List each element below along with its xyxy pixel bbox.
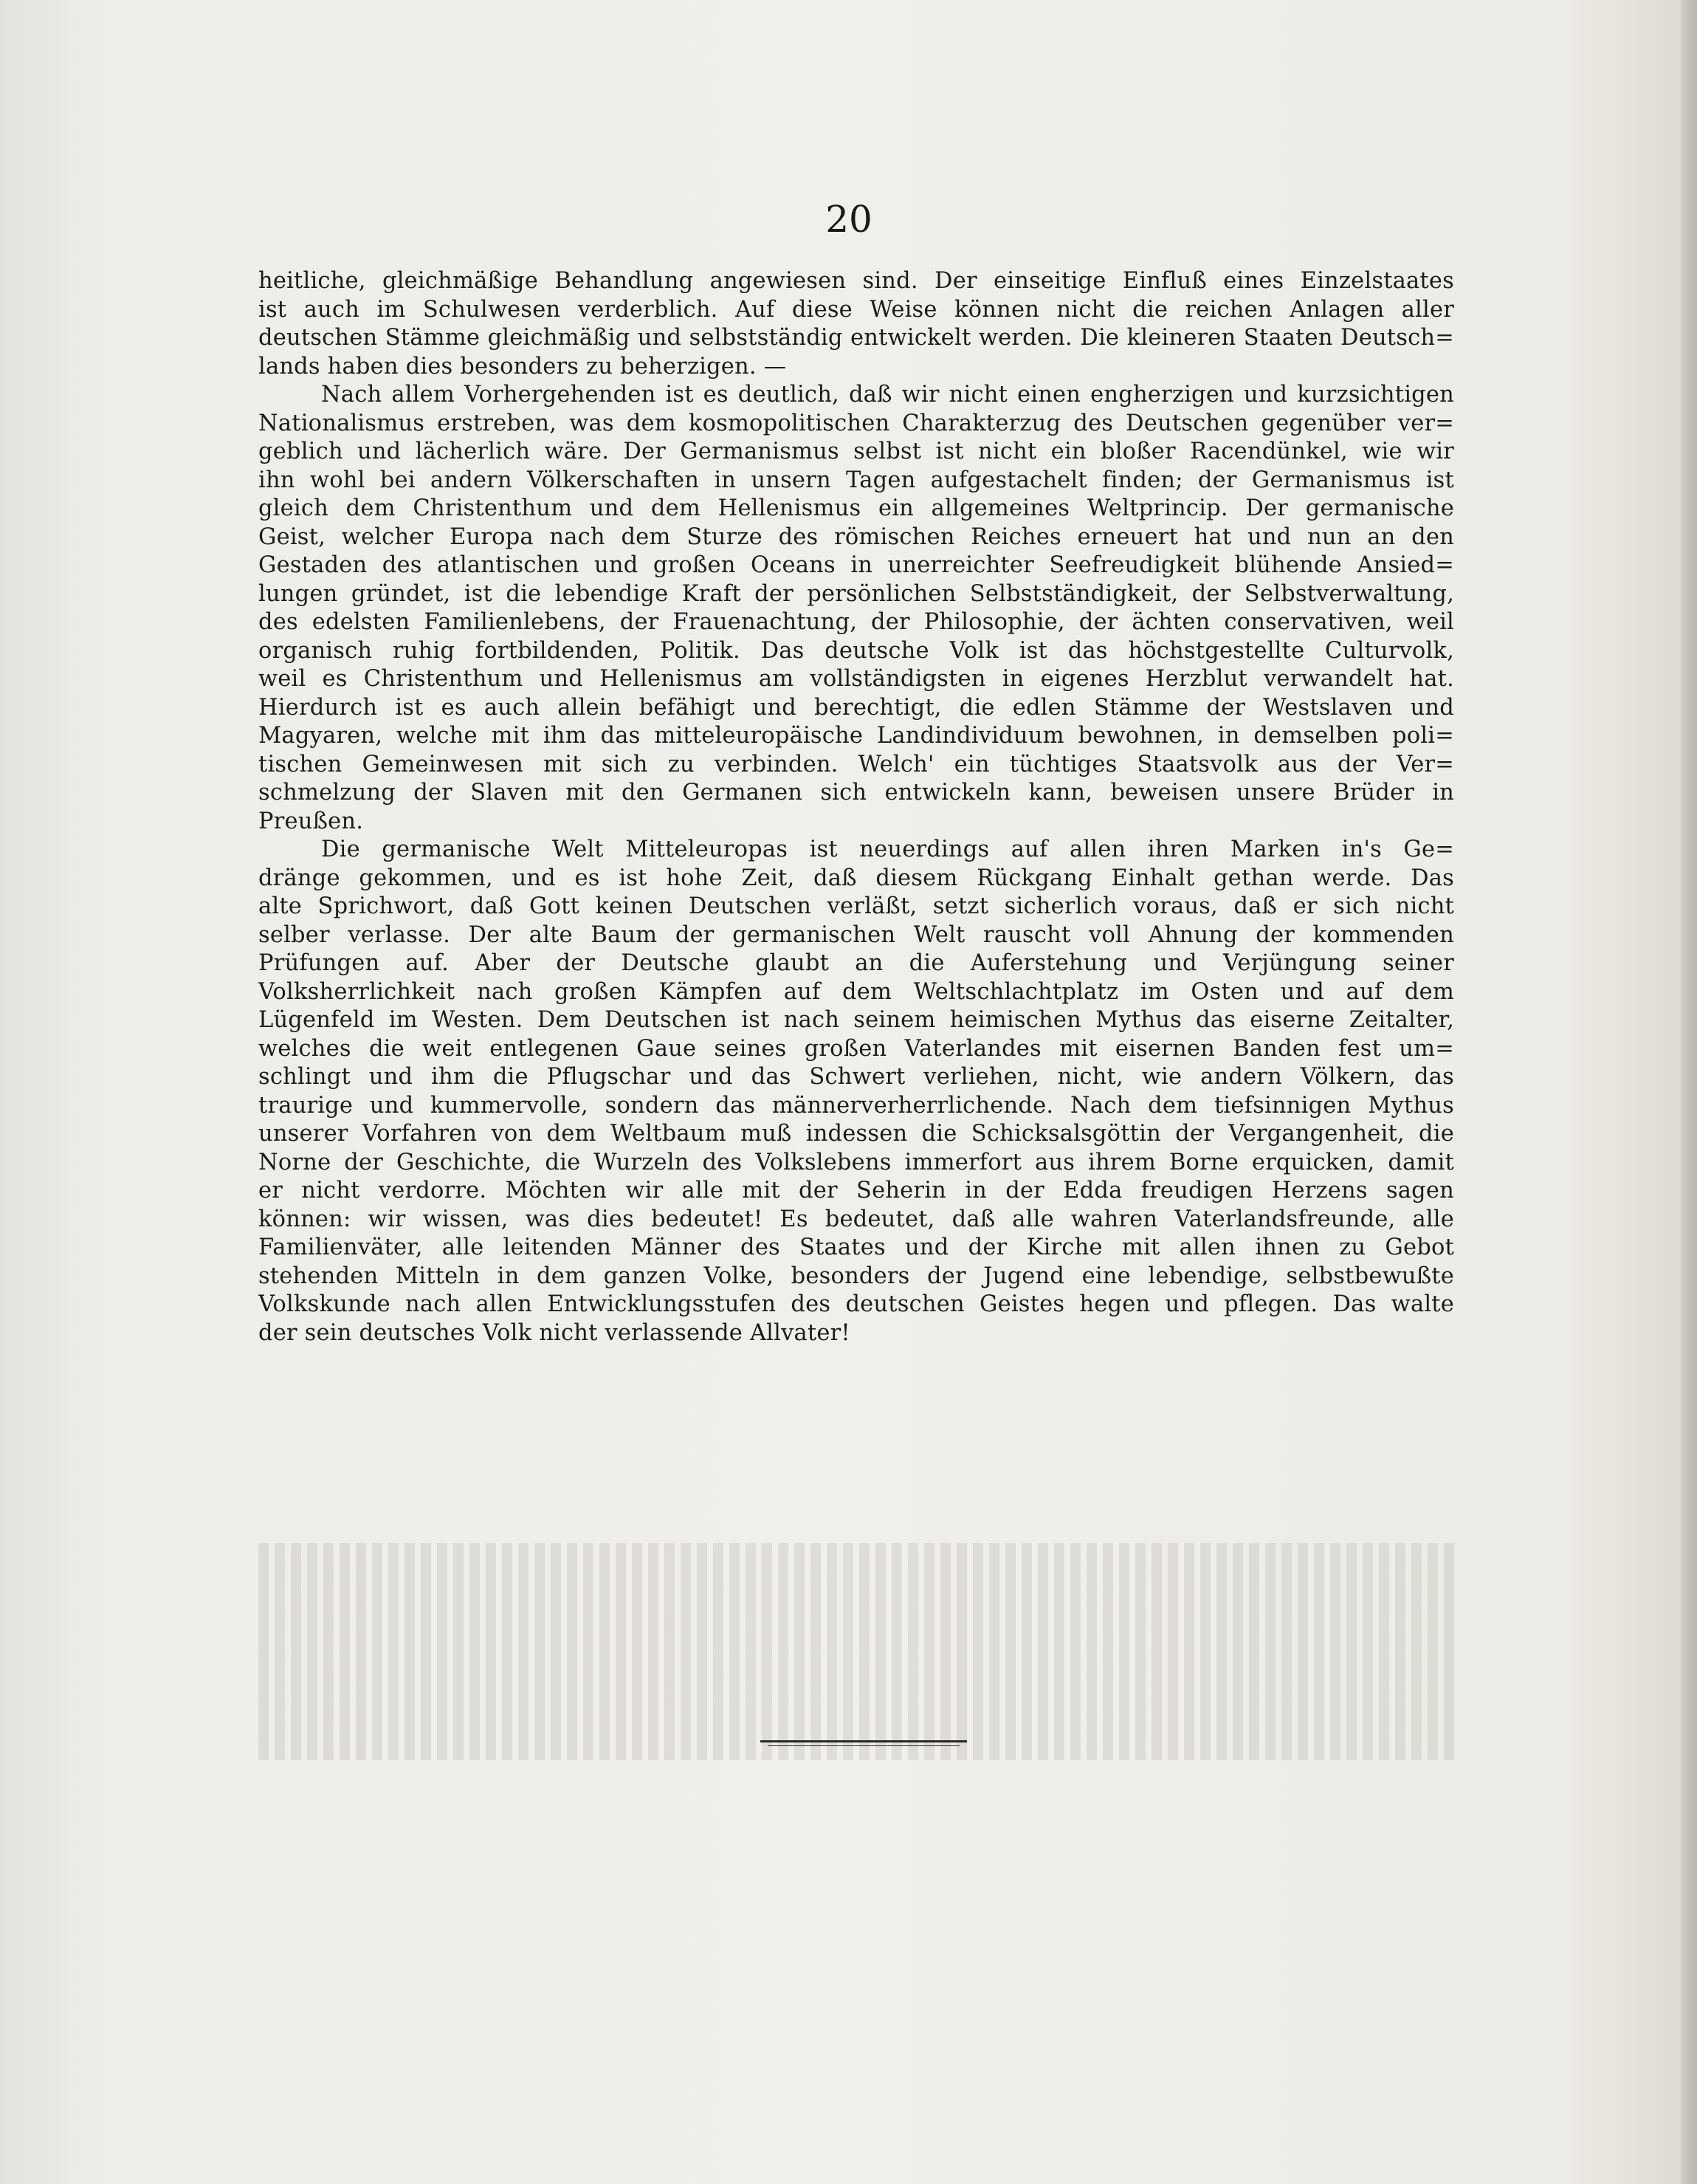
text-line: Geist, welcher Europa nach dem Sturze des römischen Reiches erneuert hat und nun an den xyxy=(258,523,1454,550)
text-line: Gestaden des atlantischen und großen Oceans in unerreichter Seefreudigkeit blühende Ansied= xyxy=(258,552,1454,578)
page-number: 20 xyxy=(825,198,872,241)
paragraph-start-line: Nach allem Vorhergehenden ist es deutlich, daß wir nicht einen engherzigen und kurzsichtigen xyxy=(321,382,1454,408)
text-line: selber verlasse. Der alte Baum der germanischen Welt rauscht voll Ahnung der kommenden xyxy=(258,921,1454,948)
text-line: ihn wohl bei andern Völkerschaften in unsern Tagen aufgestachelt finden; der Germanismus ist xyxy=(258,467,1454,493)
text-line: alte Sprichwort, daß Gott keinen Deutschen verläßt, setzt sicherlich voraus, daß er sich nicht xyxy=(258,893,1454,919)
text-line: Norne der Geschichte, die Wurzeln des Volkslebens immerfort aus ihrem Borne erquicken, damit xyxy=(258,1149,1454,1175)
text-line: ist auch im Schulwesen verderblich. Auf diese Weise können nicht die reichen Anlagen aller xyxy=(258,296,1454,323)
text-line: Prüfungen auf. Aber der Deutsche glaubt an die Auferstehung und Verjüngung seiner xyxy=(258,950,1454,976)
section-divider xyxy=(760,1740,967,1742)
text-line: Magyaren, welche mit ihm das mitteleuropäische Landindividuum bewohnen, in demselben poli= xyxy=(258,723,1454,749)
text-line: welches die weit entlegenen Gaue seines großen Vaterlandes mit eisernen Banden fest um= xyxy=(258,1035,1454,1062)
text-line: Lügenfeld im Westen. Dem Deutschen ist nach seinem heimischen Mythus das eiserne Zeitalter, xyxy=(258,1007,1454,1033)
text-line: Volksherrlichkeit nach großen Kämpfen auf dem Weltschlachtplatz im Osten und auf dem xyxy=(258,978,1454,1005)
text-line: der sein deutsches Volk nicht verlassende Allvater! xyxy=(258,1319,850,1346)
text-line: weil es Christenthum und Hellenismus am vollständigsten in eigenes Herzblut verwandelt hat. xyxy=(258,666,1454,692)
text-line: Volkskunde nach allen Entwicklungsstufen des deutschen Geistes hegen und pflegen. Das walte xyxy=(258,1291,1454,1317)
text-line: lungen gründet, ist die lebendige Kraft der persönlichen Selbstständigkeit, der Selbstverwaltung, xyxy=(258,580,1454,607)
text-line: schmelzung der Slaven mit den Germanen sich entwickeln kann, beweisen unsere Brüder in xyxy=(258,780,1454,806)
page-edge-shadow xyxy=(1681,0,1697,2184)
text-line: des edelsten Familienlebens, der Frauenachtung, der Philosophie, der ächten conservativen, weil xyxy=(258,609,1454,635)
text-line: geblich und lächerlich wäre. Der Germanismus selbst ist nicht ein bloßer Racendünkel, wie wir xyxy=(258,439,1454,464)
body-text xyxy=(258,267,1454,1347)
text-line: traurige und kummervolle, sondern das männerverherrlichende. Nach dem tiefsinnigen Mythus xyxy=(258,1092,1454,1119)
text-line: lands haben dies besonders zu beherzigen. — xyxy=(258,353,787,380)
text-line: Familienväter, alle leitenden Männer des Staates und der Kirche mit allen ihnen zu Gebot xyxy=(258,1234,1454,1260)
text-line: Hierdurch ist es auch allein befähigt und berechtigt, die edlen Stämme der Westslaven und xyxy=(258,694,1454,721)
text-line: stehenden Mitteln in dem ganzen Volke, besonders der Jugend eine lebendige, selbstbewußte xyxy=(258,1263,1454,1289)
paragraph-start-line: Die germanische Welt Mitteleuropas ist neuerdings auf allen ihren Marken in's Ge= xyxy=(321,837,1454,862)
text-line: tischen Gemeinwesen mit sich zu verbinden. Welch' ein tüchtiges Staatsvolk aus der Ver= xyxy=(258,751,1454,777)
bleed-through-text xyxy=(258,1543,1454,1760)
text-line: organisch ruhig fortbildenden, Politik. Das deutsche Volk ist das höchstgestellte Culturvolk, xyxy=(258,637,1454,664)
text-line: schlingt und ihm die Pflugschar und das Schwert verliehen, nicht, wie andern Völkern, das xyxy=(258,1064,1454,1090)
text-line: Preußen. xyxy=(258,808,364,834)
text-line: deutschen Stämme gleichmäßig und selbstständig entwickelt werden. Die kleineren Staaten Deutsch= xyxy=(258,325,1454,351)
text-line: heitliche, gleichmäßige Behandlung angewiesen sind. Der einseitige Einfluß eines Einzelstaates xyxy=(258,268,1454,294)
section-divider-thin xyxy=(768,1745,960,1746)
text-line: können: wir wissen, was dies bedeutet! Es bedeutet, daß alle wahren Vaterlandsfreunde, alle xyxy=(258,1206,1454,1232)
text-line: unserer Vorfahren von dem Weltbaum muß indessen die Schicksalsgöttin der Vergangenheit, die xyxy=(258,1121,1454,1147)
text-line: gleich dem Christenthum und dem Hellenismus ein allgemeines Weltprincip. Der germanische xyxy=(258,495,1454,521)
text-line: Nationalismus erstreben, was dem kosmopolitischen Charakterzug des Deutschen gegenüber ver= xyxy=(258,410,1454,436)
text-line: dränge gekommen, und es ist hohe Zeit, daß diesem Rückgang Einhalt gethan werde. Das xyxy=(258,865,1454,891)
text-line: er nicht verdorre. Möchten wir alle mit der Seherin in der Edda freudigen Herzens sagen xyxy=(258,1178,1454,1203)
